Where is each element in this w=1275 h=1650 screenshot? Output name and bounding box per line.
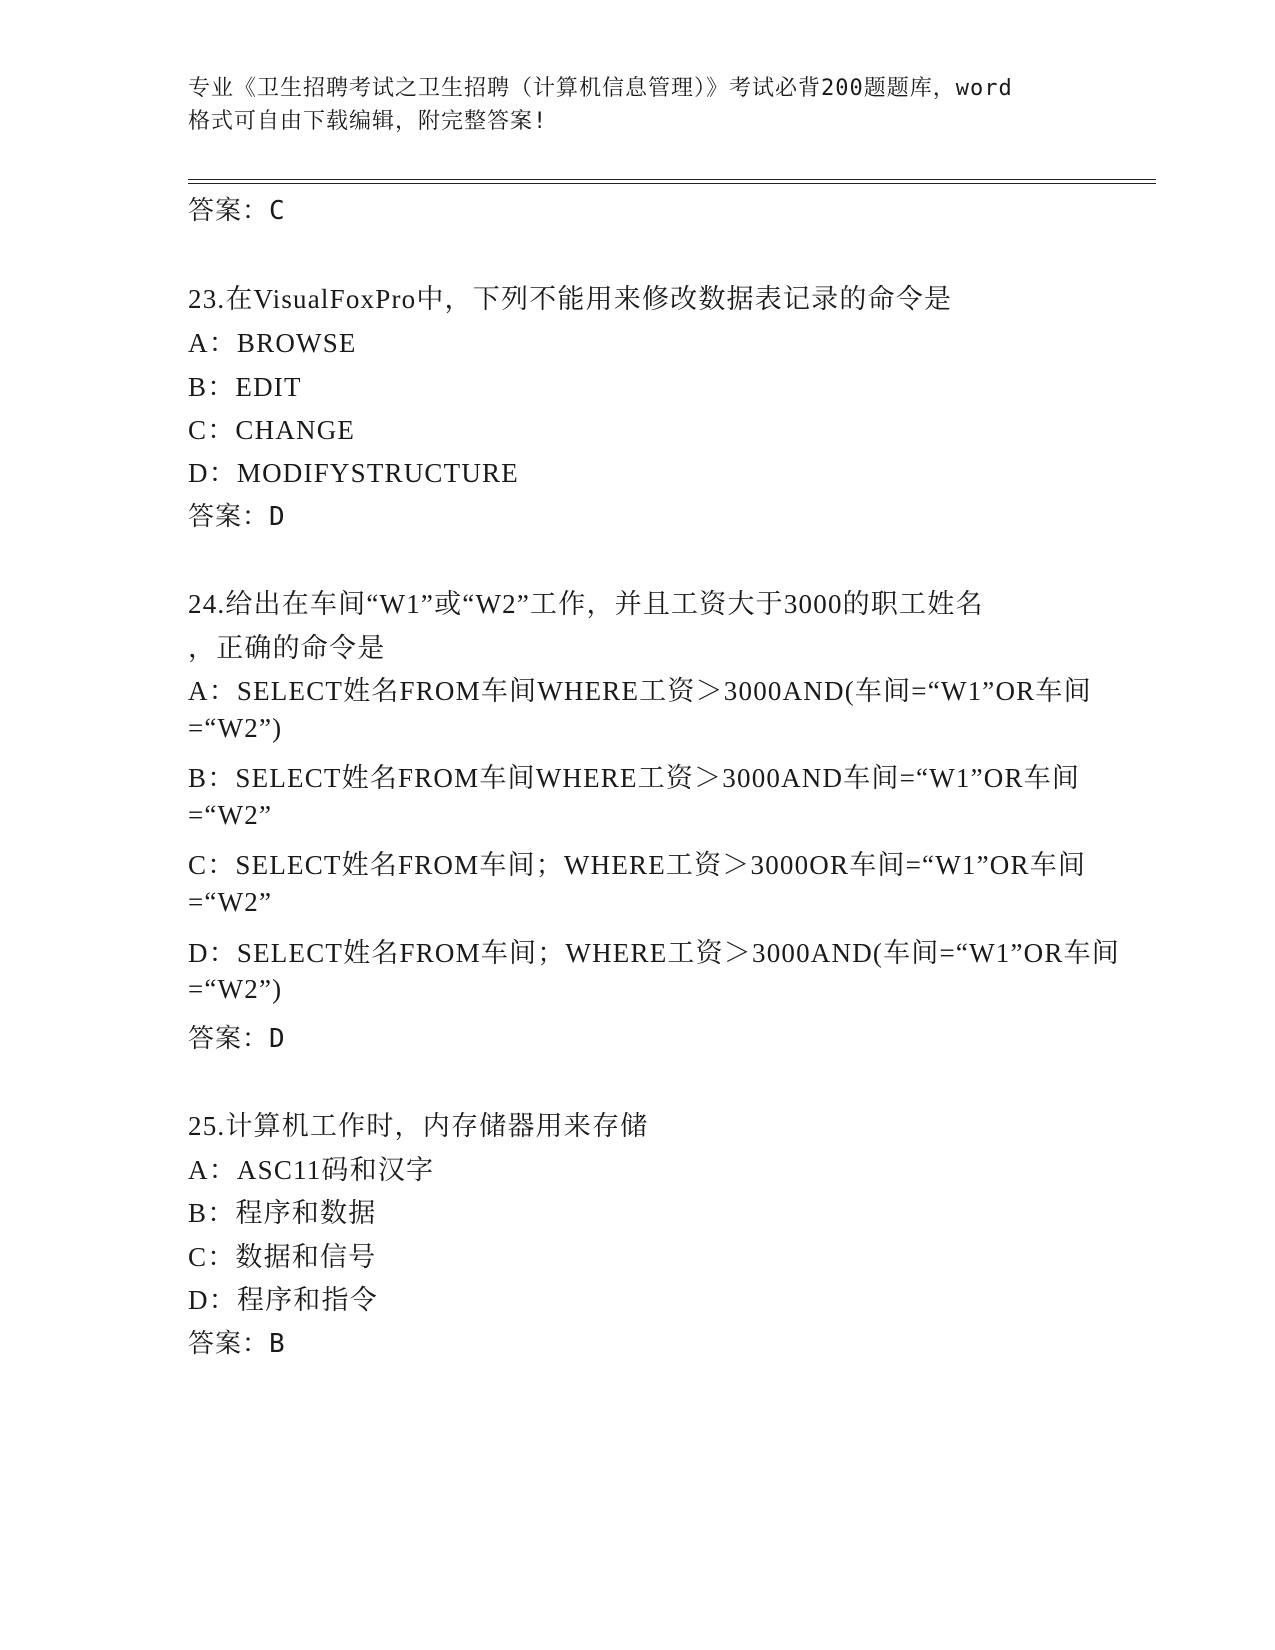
header-divider-bottom <box>188 183 1156 184</box>
document-header <box>188 72 1088 138</box>
q25-option-c: C：数据和信号 <box>188 1242 377 1272</box>
q25-option-d: D：程序和指令 <box>188 1285 378 1315</box>
q24-option-c-line-1: C：SELECT姓名FROM车间；WHERE工资＞3000OR车间=“W1”OR车间 <box>188 850 1087 880</box>
q23-option-d: D：MODIFYSTRUCTURE <box>188 458 519 488</box>
q25-question: 25.计算机工作时，内存储器用来存储 <box>188 1111 649 1141</box>
q24-option-d-line-1: D：SELECT姓名FROM车间；WHERE工资＞3000AND(车间=“W1”OR车间 <box>188 938 1120 968</box>
q23-option-b: B：EDIT <box>188 372 302 402</box>
q23-option-c: C：CHANGE <box>188 415 356 445</box>
q24-option-b-line-2: =“W2” <box>188 800 273 830</box>
q24-option-a-line-1: A：SELECT姓名FROM车间WHERE工资＞3000AND(车间=“W1”OR车间 <box>188 676 1092 706</box>
q24-question-line-1: 24.给出在车间“W1”或“W2”工作，并且工资大于3000的职工姓名 <box>188 589 984 619</box>
q24-option-c-line-2: =“W2” <box>188 887 273 917</box>
header-divider-top <box>188 179 1156 180</box>
previous-answer: 答案：C <box>188 196 286 226</box>
q24-option-b-line-1: B：SELECT姓名FROM车间WHERE工资＞3000AND车间=“W1”OR车间 <box>188 763 1081 793</box>
q25-answer: 答案：B <box>188 1329 286 1359</box>
q23-answer: 答案：D <box>188 502 286 532</box>
q24-option-a-line-2: =“W2”) <box>188 713 283 743</box>
q25-option-a: A：ASC11码和汉字 <box>188 1155 435 1185</box>
header-line-1: 专业《卫生招聘考试之卫生招聘（计算机信息管理）》考试必背200题题库，word <box>188 76 1013 101</box>
q23-option-a: A：BROWSE <box>188 328 357 358</box>
q23-question: 23.在VisualFoxPro中，下列不能用来修改数据表记录的命令是 <box>188 284 953 314</box>
q24-answer: 答案：D <box>188 1024 286 1054</box>
header-line-2: 格式可自由下载编辑，附完整答案! <box>188 109 548 134</box>
q24-option-d-line-2: =“W2”) <box>188 974 283 1004</box>
q25-option-b: B：程序和数据 <box>188 1198 377 1228</box>
q24-question-line-2: ，正确的命令是 <box>188 633 386 663</box>
